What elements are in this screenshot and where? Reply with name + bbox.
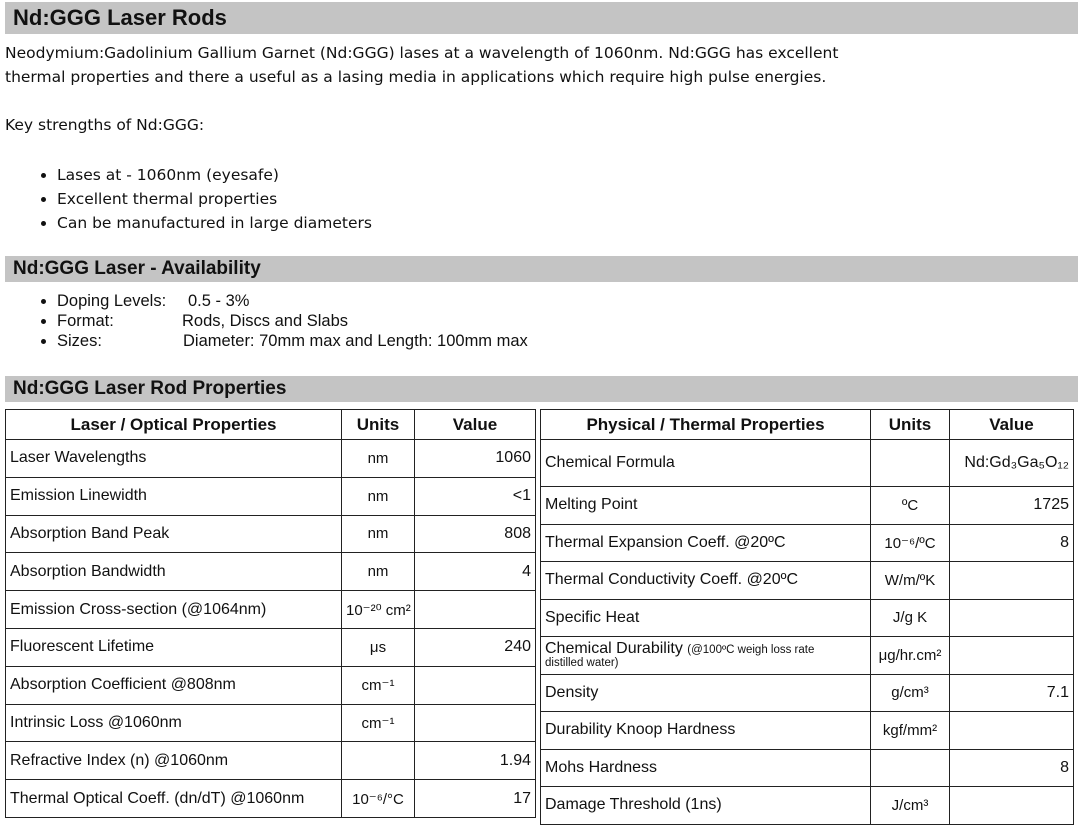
- property-value: [950, 712, 1074, 750]
- table-row: [541, 562, 1074, 600]
- property-value: 7.1: [950, 674, 1074, 712]
- property-value: 1.94: [415, 742, 536, 780]
- availability-label: Format:: [57, 312, 114, 330]
- property-value: <1: [415, 477, 536, 515]
- column-header: Value: [415, 410, 536, 440]
- availability-label: Sizes:: [57, 332, 102, 350]
- property-value: [415, 666, 536, 704]
- property-value: [950, 562, 1074, 600]
- intro-line-2: thermal properties and there a useful as a lasing media in applications which require high pulse energies.: [5, 68, 827, 86]
- property-value: 17: [415, 780, 536, 818]
- property-unit: [871, 440, 950, 487]
- table-row: [541, 712, 1074, 750]
- property-value: 8: [950, 524, 1074, 562]
- table-row: [541, 487, 1074, 525]
- property-name: Intrinsic Loss @1060nm: [6, 704, 342, 742]
- property-name: Absorption Bandwidth: [6, 553, 342, 591]
- property-value: 8: [950, 749, 1074, 787]
- table-row: [6, 704, 536, 742]
- property-unit: 10⁻²⁰ cm²: [342, 591, 415, 629]
- property-value: 4: [415, 553, 536, 591]
- table-row: [541, 599, 1074, 637]
- column-header: Units: [871, 410, 950, 440]
- table-row: [6, 515, 536, 553]
- property-value: 1060: [415, 440, 536, 478]
- property-unit: ºC: [871, 487, 950, 525]
- table-row: [6, 477, 536, 515]
- property-value: [950, 599, 1074, 637]
- property-unit: J/g K: [871, 599, 950, 637]
- table-row: [6, 591, 536, 629]
- property-name: Fluorescent Lifetime: [6, 628, 342, 666]
- property-name-text: Chemical Durability: [545, 640, 683, 658]
- table-row: [541, 749, 1074, 787]
- list-item: [57, 311, 348, 331]
- property-value: [415, 591, 536, 629]
- list-item: [57, 331, 528, 351]
- property-unit: nm: [342, 515, 415, 553]
- property-name-note: distilled water): [545, 657, 619, 670]
- property-name: Absorption Band Peak: [6, 515, 342, 553]
- property-name: Emission Linewidth: [6, 477, 342, 515]
- property-unit: [871, 749, 950, 787]
- list-item: • Can be manufactured in large diameters: [57, 211, 372, 235]
- availability-value: Diameter: 70mm max and Length: 100mm max: [183, 332, 528, 350]
- property-unit: nm: [342, 553, 415, 591]
- availability-heading: Nd:GGG Laser - Availability: [5, 256, 1078, 282]
- property-name: Thermal Optical Coeff. (dn/dT) @1060nm: [6, 780, 342, 818]
- property-name: Refractive Index (n) @1060nm: [6, 742, 342, 780]
- key-strengths-heading: Key strengths of Nd:GGG:: [5, 116, 205, 134]
- table-row: [6, 553, 536, 591]
- property-name: Melting Point: [541, 487, 871, 525]
- page-title: Nd:GGG Laser Rods: [5, 2, 1078, 34]
- property-unit: cm⁻¹: [342, 704, 415, 742]
- column-header: Value: [950, 410, 1074, 440]
- list-item: • Lases at - 1060nm (eyesafe): [57, 163, 372, 187]
- property-name: Damage Threshold (1ns): [541, 787, 871, 825]
- property-name: Durability Knoop Hardness: [541, 712, 871, 750]
- optical-properties-table: [5, 409, 536, 818]
- column-header: Physical / Thermal Properties: [541, 410, 871, 440]
- property-name: Chemical Formula: [541, 440, 871, 487]
- table-row: [541, 524, 1074, 562]
- table-row: [541, 787, 1074, 825]
- property-unit: J/cm³: [871, 787, 950, 825]
- column-header: Laser / Optical Properties: [6, 410, 342, 440]
- property-unit: nm: [342, 440, 415, 478]
- property-value: 1725: [950, 487, 1074, 525]
- table-row: [541, 674, 1074, 712]
- table-row: [6, 628, 536, 666]
- table-row: [6, 440, 536, 478]
- property-name: Density: [541, 674, 871, 712]
- property-name: Mohs Hardness: [541, 749, 871, 787]
- column-header: Units: [342, 410, 415, 440]
- property-unit: nm: [342, 477, 415, 515]
- availability-label: Doping Levels:: [57, 292, 167, 310]
- property-name: Absorption Coefficient @808nm: [6, 666, 342, 704]
- key-strengths-list: [0, 163, 372, 235]
- table-row: [541, 440, 1074, 487]
- property-unit: 10⁻⁶/°C: [342, 780, 415, 818]
- table-row: [6, 780, 536, 818]
- property-value: Nd:Gd₃Ga₅O₁₂: [950, 440, 1074, 487]
- properties-heading: Nd:GGG Laser Rod Properties: [5, 376, 1078, 402]
- property-name: Thermal Expansion Coeff. @20ºC: [541, 524, 871, 562]
- property-unit: W/m/ºK: [871, 562, 950, 600]
- property-name: Laser Wavelengths: [6, 440, 342, 478]
- property-value: 240: [415, 628, 536, 666]
- physical-properties-table: [540, 409, 1074, 825]
- property-value: [950, 787, 1074, 825]
- list-item: [57, 291, 250, 311]
- table-row: [6, 666, 536, 704]
- property-unit: kgf/mm²: [871, 712, 950, 750]
- availability-value: 0.5 - 3%: [188, 292, 250, 310]
- property-unit: μg/hr.cm²: [871, 637, 950, 675]
- list-item: • Excellent thermal properties: [57, 187, 372, 211]
- property-value: [415, 704, 536, 742]
- property-unit: cm⁻¹: [342, 666, 415, 704]
- property-name: Thermal Conductivity Coeff. @20ºC: [541, 562, 871, 600]
- property-value: [950, 637, 1074, 675]
- property-unit: [342, 742, 415, 780]
- property-name: Specific Heat: [541, 599, 871, 637]
- availability-value: Rods, Discs and Slabs: [182, 312, 348, 330]
- property-name: Emission Cross-section (@1064nm): [6, 591, 342, 629]
- table-row: [541, 637, 1074, 675]
- property-name-note: (@100ºC weigh loss rate: [687, 644, 815, 657]
- property-value: 808: [415, 515, 536, 553]
- availability-list: [0, 291, 528, 351]
- property-name: [541, 637, 871, 675]
- intro-line-1: Neodymium:Gadolinium Gallium Garnet (Nd:GGG) lases at a wavelength of 1060nm. Nd:GGG has excellent: [5, 44, 839, 62]
- property-unit: μs: [342, 628, 415, 666]
- property-unit: 10⁻⁶/ºC: [871, 524, 950, 562]
- property-unit: g/cm³: [871, 674, 950, 712]
- table-row: [6, 742, 536, 780]
